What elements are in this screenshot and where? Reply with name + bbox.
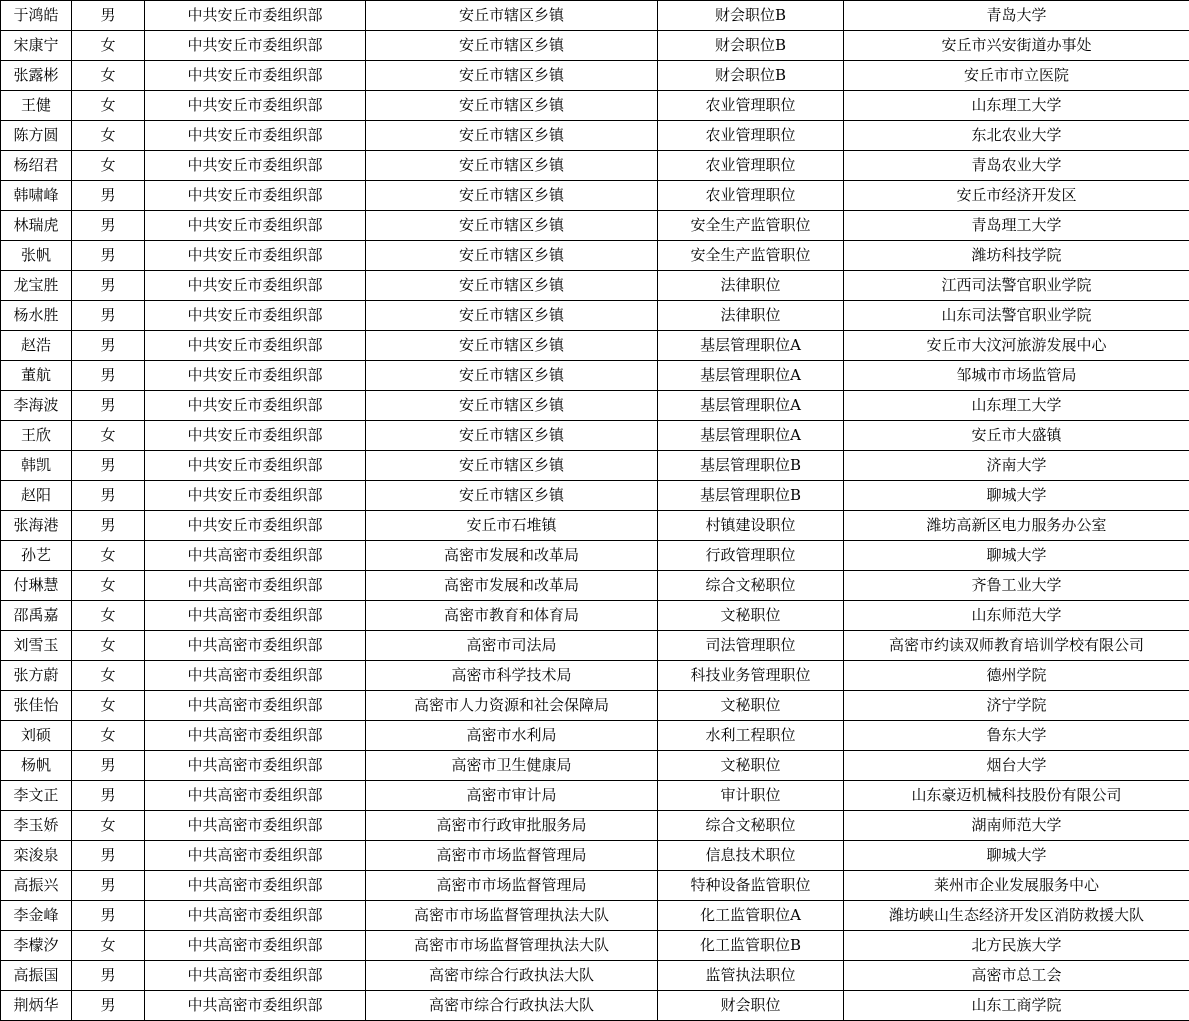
table-row <box>1 91 1189 121</box>
organization-cell: 中共安丘市委组织部 <box>145 271 366 301</box>
organization-cell: 中共安丘市委组织部 <box>145 1 366 31</box>
organization-cell: 中共安丘市委组织部 <box>145 301 366 331</box>
table-row <box>1 721 1189 751</box>
position-cell: 文秘职位 <box>658 691 844 721</box>
organization-cell: 中共高密市委组织部 <box>145 781 366 811</box>
name-cell: 杨绍君 <box>1 151 72 181</box>
organization-cell: 中共高密市委组织部 <box>145 961 366 991</box>
position-cell: 财会职位B <box>658 1 844 31</box>
gender-cell: 男 <box>72 211 145 241</box>
organization-cell: 中共高密市委组织部 <box>145 721 366 751</box>
table-row <box>1 661 1189 691</box>
name-cell: 高振国 <box>1 961 72 991</box>
position-cell: 财会职位 <box>658 991 844 1021</box>
position-cell: 综合文秘职位 <box>658 571 844 601</box>
name-cell: 陈方圆 <box>1 121 72 151</box>
gender-cell: 男 <box>72 871 145 901</box>
name-cell: 赵阳 <box>1 481 72 511</box>
school-employer-cell: 青岛大学 <box>844 1 1189 31</box>
school-employer-cell: 济南大学 <box>844 451 1189 481</box>
table-row <box>1 421 1189 451</box>
organization-cell: 中共安丘市委组织部 <box>145 211 366 241</box>
school-employer-cell: 北方民族大学 <box>844 931 1189 961</box>
position-cell: 农业管理职位 <box>658 121 844 151</box>
unit-cell: 安丘市辖区乡镇 <box>366 331 658 361</box>
name-cell: 杨水胜 <box>1 301 72 331</box>
name-cell: 张佳怡 <box>1 691 72 721</box>
gender-cell: 男 <box>72 841 145 871</box>
gender-cell: 女 <box>72 121 145 151</box>
school-employer-cell: 青岛农业大学 <box>844 151 1189 181</box>
position-cell: 法律职位 <box>658 301 844 331</box>
table-row <box>1 991 1189 1021</box>
table-row <box>1 781 1189 811</box>
gender-cell: 男 <box>72 751 145 781</box>
position-cell: 行政管理职位 <box>658 541 844 571</box>
gender-cell: 女 <box>72 661 145 691</box>
gender-cell: 女 <box>72 421 145 451</box>
table-row <box>1 481 1189 511</box>
school-employer-cell: 东北农业大学 <box>844 121 1189 151</box>
unit-cell: 安丘市辖区乡镇 <box>366 121 658 151</box>
unit-cell: 高密市市场监督管理执法大队 <box>366 931 658 961</box>
position-cell: 审计职位 <box>658 781 844 811</box>
school-employer-cell: 齐鲁工业大学 <box>844 571 1189 601</box>
position-cell: 农业管理职位 <box>658 91 844 121</box>
table-row <box>1 61 1189 91</box>
name-cell: 张帆 <box>1 241 72 271</box>
unit-cell: 高密市司法局 <box>366 631 658 661</box>
school-employer-cell: 江西司法警官职业学院 <box>844 271 1189 301</box>
gender-cell: 女 <box>72 691 145 721</box>
table-row <box>1 241 1189 271</box>
gender-cell: 男 <box>72 391 145 421</box>
name-cell: 王健 <box>1 91 72 121</box>
table-row <box>1 211 1189 241</box>
gender-cell: 男 <box>72 241 145 271</box>
unit-cell: 高密市市场监督管理执法大队 <box>366 901 658 931</box>
school-employer-cell: 安丘市大汶河旅游发展中心 <box>844 331 1189 361</box>
unit-cell: 高密市科学技术局 <box>366 661 658 691</box>
table-row <box>1 121 1189 151</box>
gender-cell: 男 <box>72 511 145 541</box>
organization-cell: 中共安丘市委组织部 <box>145 391 366 421</box>
name-cell: 张方蔚 <box>1 661 72 691</box>
name-cell: 李檬汐 <box>1 931 72 961</box>
position-cell: 村镇建设职位 <box>658 511 844 541</box>
gender-cell: 男 <box>72 331 145 361</box>
unit-cell: 高密市综合行政执法大队 <box>366 961 658 991</box>
unit-cell: 高密市发展和改革局 <box>366 541 658 571</box>
gender-cell: 女 <box>72 811 145 841</box>
unit-cell: 安丘市辖区乡镇 <box>366 61 658 91</box>
table-row <box>1 571 1189 601</box>
position-cell: 基层管理职位A <box>658 421 844 451</box>
name-cell: 刘硕 <box>1 721 72 751</box>
name-cell: 于鸿皓 <box>1 1 72 31</box>
name-cell: 林瑞虎 <box>1 211 72 241</box>
school-employer-cell: 青岛理工大学 <box>844 211 1189 241</box>
unit-cell: 高密市审计局 <box>366 781 658 811</box>
unit-cell: 安丘市辖区乡镇 <box>366 301 658 331</box>
school-employer-cell: 聊城大学 <box>844 541 1189 571</box>
position-cell: 文秘职位 <box>658 751 844 781</box>
organization-cell: 中共高密市委组织部 <box>145 691 366 721</box>
unit-cell: 高密市人力资源和社会保障局 <box>366 691 658 721</box>
school-employer-cell: 山东理工大学 <box>844 391 1189 421</box>
unit-cell: 安丘市辖区乡镇 <box>366 91 658 121</box>
name-cell: 荆炳华 <box>1 991 72 1021</box>
gender-cell: 男 <box>72 301 145 331</box>
name-cell: 高振兴 <box>1 871 72 901</box>
unit-cell: 安丘市辖区乡镇 <box>366 1 658 31</box>
name-cell: 王欣 <box>1 421 72 451</box>
unit-cell: 高密市教育和体育局 <box>366 601 658 631</box>
position-cell: 基层管理职位A <box>658 331 844 361</box>
table-row <box>1 961 1189 991</box>
school-employer-cell: 高密市约读双师教育培训学校有限公司 <box>844 631 1189 661</box>
school-employer-cell: 安丘市经济开发区 <box>844 181 1189 211</box>
table-row <box>1 391 1189 421</box>
school-employer-cell: 山东豪迈机械科技股份有限公司 <box>844 781 1189 811</box>
name-cell: 付琳慧 <box>1 571 72 601</box>
table-row <box>1 601 1189 631</box>
position-cell: 基层管理职位A <box>658 391 844 421</box>
name-cell: 张露彬 <box>1 61 72 91</box>
gender-cell: 男 <box>72 451 145 481</box>
name-cell: 栾浚泉 <box>1 841 72 871</box>
school-employer-cell: 安丘市兴安街道办事处 <box>844 31 1189 61</box>
organization-cell: 中共安丘市委组织部 <box>145 31 366 61</box>
unit-cell: 高密市综合行政执法大队 <box>366 991 658 1021</box>
table-row <box>1 181 1189 211</box>
table-row <box>1 541 1189 571</box>
gender-cell: 男 <box>72 481 145 511</box>
school-employer-cell: 邹城市市场监管局 <box>844 361 1189 391</box>
table-row <box>1 901 1189 931</box>
position-cell: 科技业务管理职位 <box>658 661 844 691</box>
position-cell: 化工监管职位B <box>658 931 844 961</box>
gender-cell: 男 <box>72 361 145 391</box>
school-employer-cell: 安丘市市立医院 <box>844 61 1189 91</box>
organization-cell: 中共安丘市委组织部 <box>145 421 366 451</box>
organization-cell: 中共安丘市委组织部 <box>145 121 366 151</box>
position-cell: 基层管理职位B <box>658 451 844 481</box>
table-row <box>1 871 1189 901</box>
school-employer-cell: 德州学院 <box>844 661 1189 691</box>
school-employer-cell: 聊城大学 <box>844 481 1189 511</box>
unit-cell: 安丘市辖区乡镇 <box>366 181 658 211</box>
position-cell: 水利工程职位 <box>658 721 844 751</box>
table-row <box>1 31 1189 61</box>
table-row <box>1 331 1189 361</box>
name-cell: 韩凯 <box>1 451 72 481</box>
organization-cell: 中共高密市委组织部 <box>145 811 366 841</box>
school-employer-cell: 山东司法警官职业学院 <box>844 301 1189 331</box>
name-cell: 李金峰 <box>1 901 72 931</box>
organization-cell: 中共安丘市委组织部 <box>145 151 366 181</box>
unit-cell: 安丘市辖区乡镇 <box>366 271 658 301</box>
organization-cell: 中共高密市委组织部 <box>145 991 366 1021</box>
name-cell: 韩啸峰 <box>1 181 72 211</box>
gender-cell: 男 <box>72 181 145 211</box>
school-employer-cell: 烟台大学 <box>844 751 1189 781</box>
organization-cell: 中共高密市委组织部 <box>145 661 366 691</box>
unit-cell: 安丘市石堆镇 <box>366 511 658 541</box>
table-row <box>1 931 1189 961</box>
unit-cell: 高密市发展和改革局 <box>366 571 658 601</box>
name-cell: 董航 <box>1 361 72 391</box>
table-row <box>1 811 1189 841</box>
table-row <box>1 751 1189 781</box>
unit-cell: 高密市市场监督管理局 <box>366 871 658 901</box>
school-employer-cell: 山东理工大学 <box>844 91 1189 121</box>
position-cell: 特种设备监管职位 <box>658 871 844 901</box>
unit-cell: 高密市市场监督管理局 <box>366 841 658 871</box>
gender-cell: 男 <box>72 991 145 1021</box>
unit-cell: 安丘市辖区乡镇 <box>366 241 658 271</box>
name-cell: 刘雪玉 <box>1 631 72 661</box>
table-row <box>1 271 1189 301</box>
table-row <box>1 691 1189 721</box>
school-employer-cell: 湖南师范大学 <box>844 811 1189 841</box>
organization-cell: 中共安丘市委组织部 <box>145 511 366 541</box>
position-cell: 农业管理职位 <box>658 151 844 181</box>
position-cell: 文秘职位 <box>658 601 844 631</box>
organization-cell: 中共安丘市委组织部 <box>145 451 366 481</box>
position-cell: 安全生产监管职位 <box>658 211 844 241</box>
table-row <box>1 511 1189 541</box>
gender-cell: 女 <box>72 91 145 121</box>
name-cell: 李玉娇 <box>1 811 72 841</box>
name-cell: 龙宝胜 <box>1 271 72 301</box>
organization-cell: 中共高密市委组织部 <box>145 901 366 931</box>
table-row <box>1 361 1189 391</box>
position-cell: 综合文秘职位 <box>658 811 844 841</box>
school-employer-cell: 鲁东大学 <box>844 721 1189 751</box>
position-cell: 基层管理职位A <box>658 361 844 391</box>
unit-cell: 安丘市辖区乡镇 <box>366 391 658 421</box>
organization-cell: 中共安丘市委组织部 <box>145 181 366 211</box>
table-row <box>1 451 1189 481</box>
unit-cell: 安丘市辖区乡镇 <box>366 361 658 391</box>
school-employer-cell: 聊城大学 <box>844 841 1189 871</box>
position-cell: 法律职位 <box>658 271 844 301</box>
organization-cell: 中共高密市委组织部 <box>145 871 366 901</box>
organization-cell: 中共安丘市委组织部 <box>145 61 366 91</box>
school-employer-cell: 高密市总工会 <box>844 961 1189 991</box>
gender-cell: 女 <box>72 61 145 91</box>
unit-cell: 安丘市辖区乡镇 <box>366 151 658 181</box>
gender-cell: 女 <box>72 931 145 961</box>
unit-cell: 安丘市辖区乡镇 <box>366 421 658 451</box>
organization-cell: 中共安丘市委组织部 <box>145 241 366 271</box>
name-cell: 宋康宁 <box>1 31 72 61</box>
name-cell: 张海港 <box>1 511 72 541</box>
unit-cell: 高密市卫生健康局 <box>366 751 658 781</box>
unit-cell: 安丘市辖区乡镇 <box>366 451 658 481</box>
table-row <box>1 151 1189 181</box>
position-cell: 安全生产监管职位 <box>658 241 844 271</box>
table-row <box>1 1 1189 31</box>
unit-cell: 高密市行政审批服务局 <box>366 811 658 841</box>
name-cell: 孙艺 <box>1 541 72 571</box>
gender-cell: 男 <box>72 781 145 811</box>
organization-cell: 中共安丘市委组织部 <box>145 361 366 391</box>
gender-cell: 男 <box>72 961 145 991</box>
school-employer-cell: 潍坊科技学院 <box>844 241 1189 271</box>
gender-cell: 女 <box>72 571 145 601</box>
gender-cell: 男 <box>72 271 145 301</box>
gender-cell: 女 <box>72 151 145 181</box>
name-cell: 赵浩 <box>1 331 72 361</box>
organization-cell: 中共高密市委组织部 <box>145 601 366 631</box>
name-cell: 李文正 <box>1 781 72 811</box>
position-cell: 财会职位B <box>658 61 844 91</box>
position-cell: 信息技术职位 <box>658 841 844 871</box>
table-row <box>1 841 1189 871</box>
school-employer-cell: 潍坊峡山生态经济开发区消防救援大队 <box>844 901 1189 931</box>
gender-cell: 男 <box>72 901 145 931</box>
gender-cell: 女 <box>72 541 145 571</box>
organization-cell: 中共安丘市委组织部 <box>145 331 366 361</box>
table-row <box>1 301 1189 331</box>
unit-cell: 安丘市辖区乡镇 <box>366 211 658 241</box>
organization-cell: 中共高密市委组织部 <box>145 571 366 601</box>
unit-cell: 安丘市辖区乡镇 <box>366 31 658 61</box>
gender-cell: 女 <box>72 31 145 61</box>
table-row <box>1 631 1189 661</box>
organization-cell: 中共安丘市委组织部 <box>145 91 366 121</box>
school-employer-cell: 莱州市企业发展服务中心 <box>844 871 1189 901</box>
organization-cell: 中共高密市委组织部 <box>145 751 366 781</box>
position-cell: 司法管理职位 <box>658 631 844 661</box>
name-cell: 杨帆 <box>1 751 72 781</box>
position-cell: 基层管理职位B <box>658 481 844 511</box>
name-cell: 李海波 <box>1 391 72 421</box>
organization-cell: 中共高密市委组织部 <box>145 841 366 871</box>
unit-cell: 安丘市辖区乡镇 <box>366 481 658 511</box>
name-cell: 邵禹嘉 <box>1 601 72 631</box>
gender-cell: 女 <box>72 601 145 631</box>
organization-cell: 中共高密市委组织部 <box>145 541 366 571</box>
school-employer-cell: 山东师范大学 <box>844 601 1189 631</box>
roster-body <box>1 1 1189 1021</box>
organization-cell: 中共高密市委组织部 <box>145 631 366 661</box>
position-cell: 化工监管职位A <box>658 901 844 931</box>
organization-cell: 中共高密市委组织部 <box>145 931 366 961</box>
position-cell: 农业管理职位 <box>658 181 844 211</box>
school-employer-cell: 潍坊高新区电力服务办公室 <box>844 511 1189 541</box>
gender-cell: 女 <box>72 631 145 661</box>
gender-cell: 男 <box>72 1 145 31</box>
unit-cell: 高密市水利局 <box>366 721 658 751</box>
organization-cell: 中共安丘市委组织部 <box>145 481 366 511</box>
school-employer-cell: 山东工商学院 <box>844 991 1189 1021</box>
position-cell: 财会职位B <box>658 31 844 61</box>
position-cell: 监管执法职位 <box>658 961 844 991</box>
school-employer-cell: 安丘市大盛镇 <box>844 421 1189 451</box>
gender-cell: 女 <box>72 721 145 751</box>
school-employer-cell: 济宁学院 <box>844 691 1189 721</box>
